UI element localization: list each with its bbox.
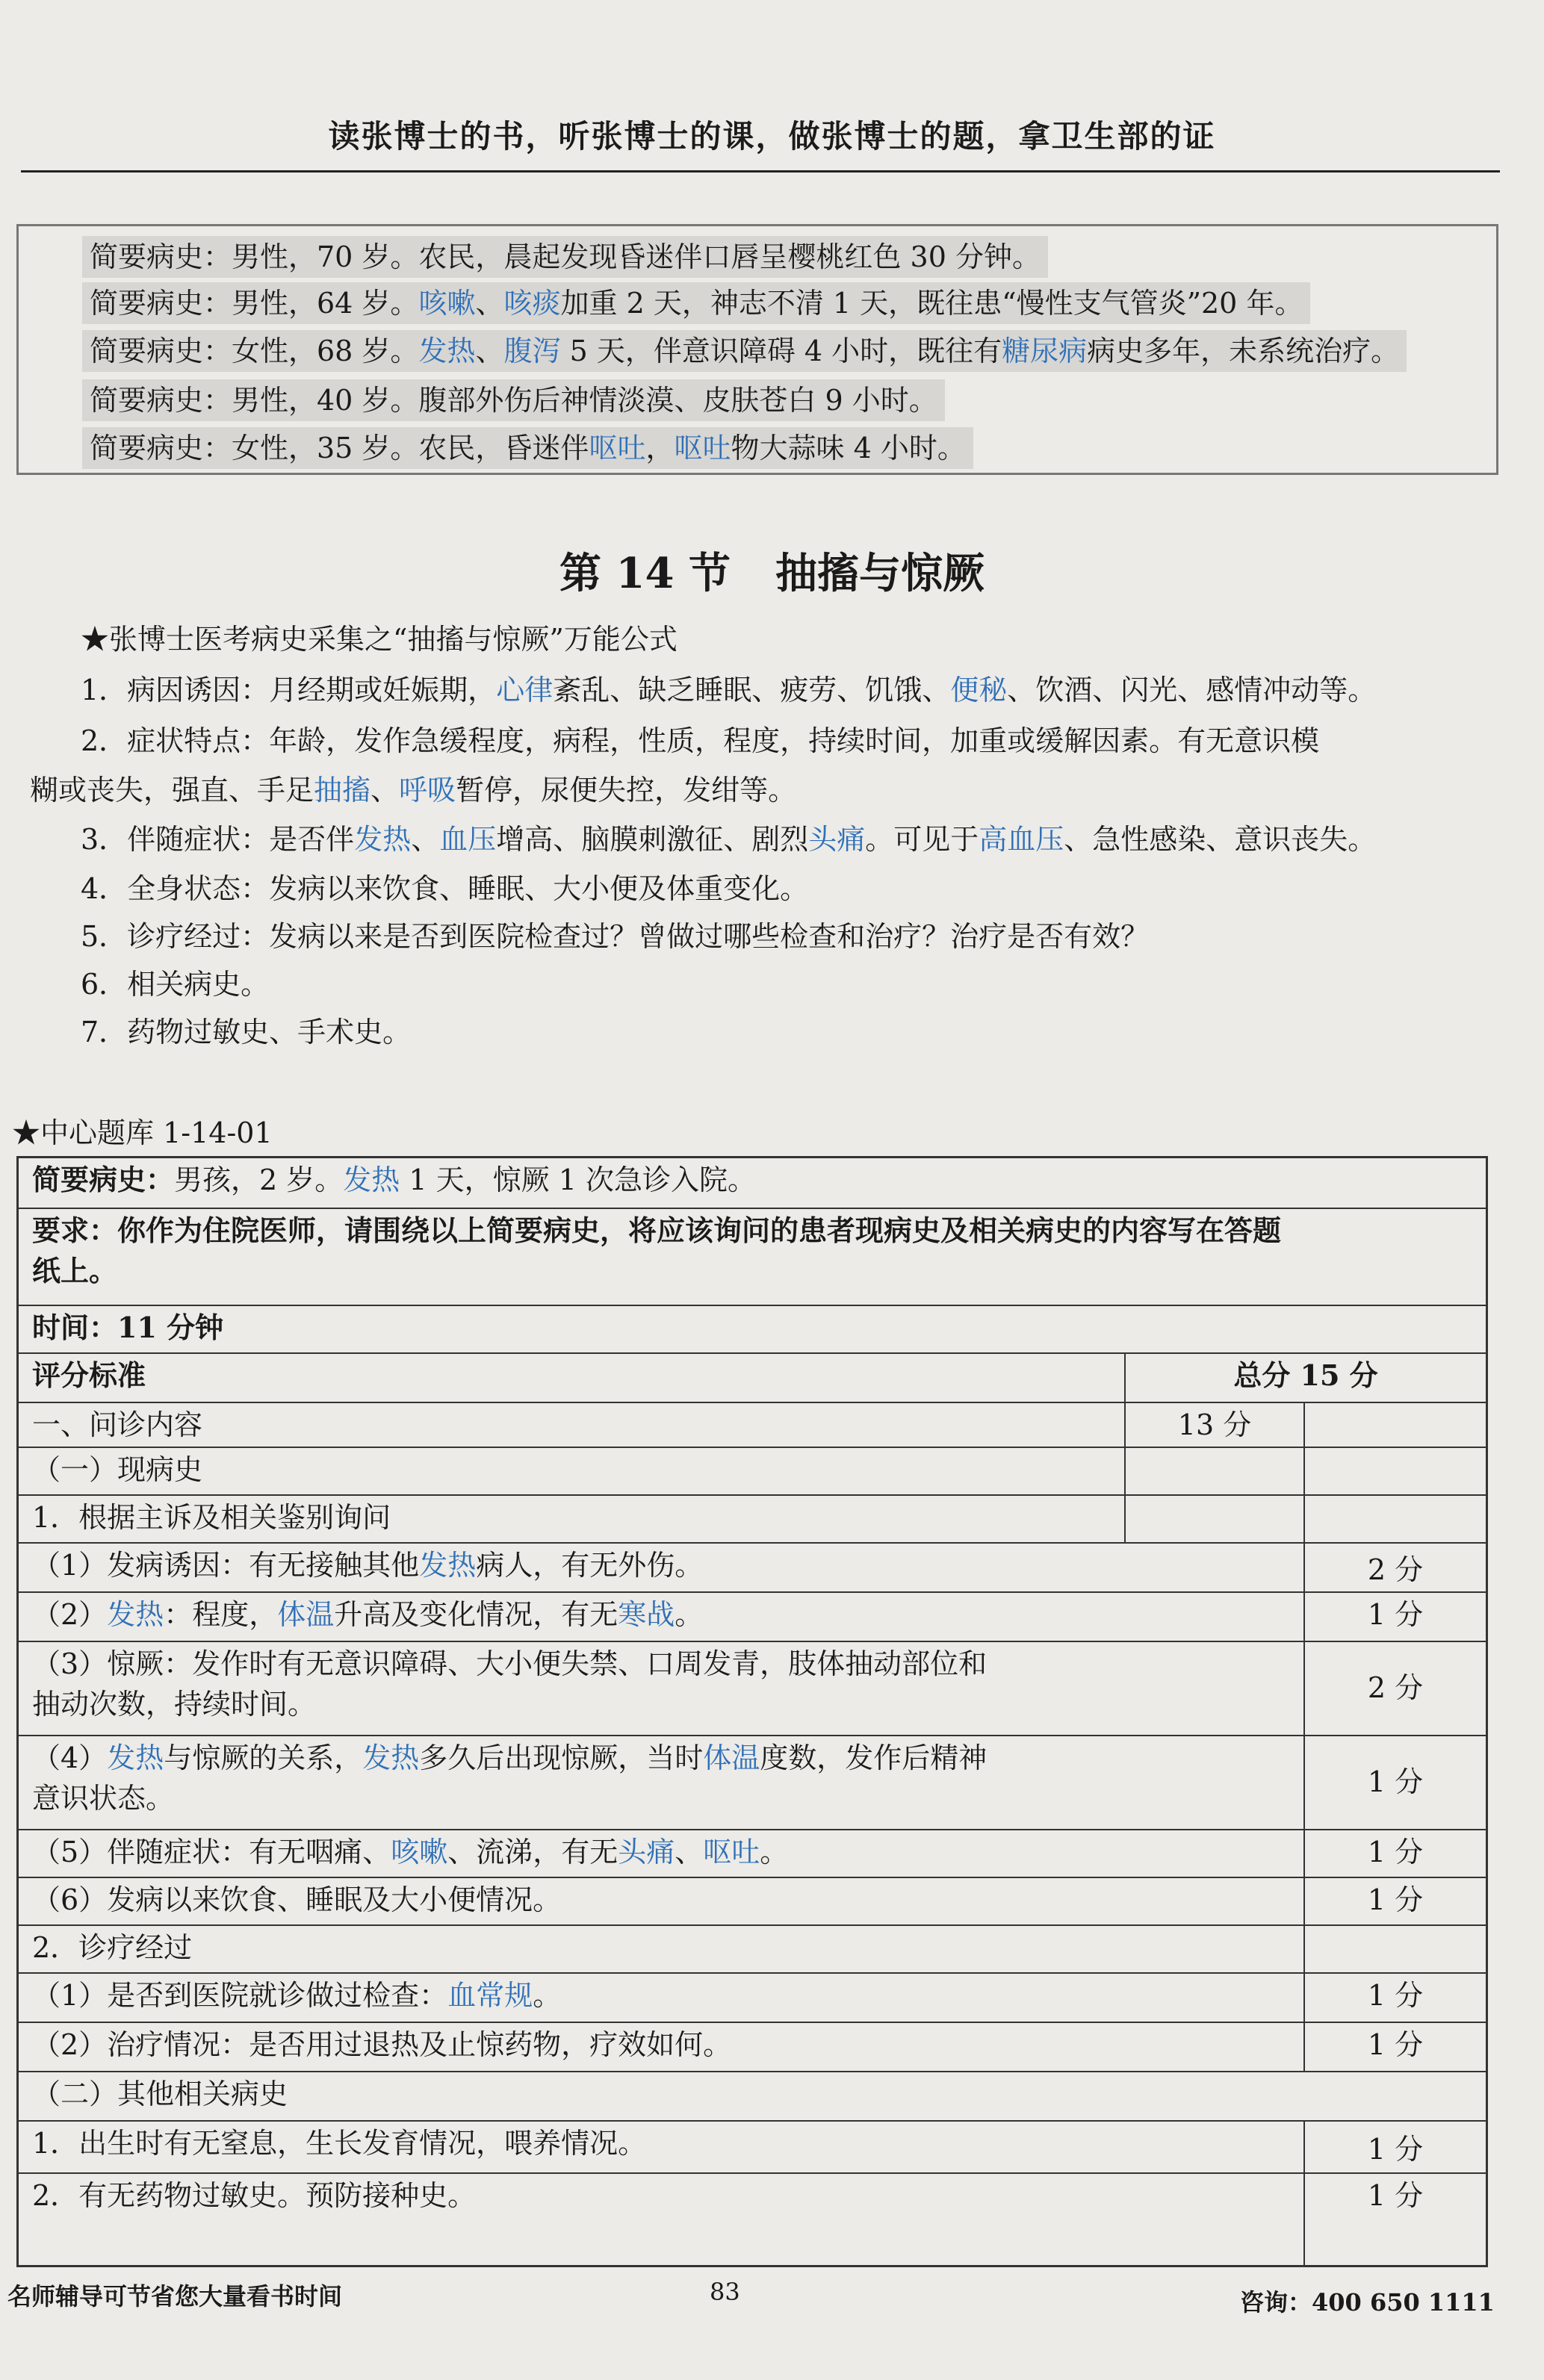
highlighted-term: 体温 — [703, 1741, 760, 1774]
scoring-table — [16, 1156, 1488, 2267]
highlighted-term: 寒战 — [618, 1598, 675, 1631]
highlighted-term: 抽搐 — [314, 774, 371, 807]
highlighted-term: 咳嗽 — [418, 287, 476, 320]
text-segment: 意识状态。 — [32, 1782, 175, 1815]
text-segment: 紊乱、缺乏睡眠、疲劳、饥饿、 — [553, 674, 951, 706]
text-segment: 3．伴随症状：是否伴 — [81, 823, 355, 856]
score-cell — [1303, 1926, 1486, 1972]
time-cell: 时间：11 分钟 — [32, 1311, 224, 1344]
page-number: 83 — [710, 2278, 740, 2306]
score-cell: 1 分 — [1303, 1593, 1486, 1641]
highlighted-term: 发热 — [419, 1549, 477, 1582]
highlighted-term: 体温 — [277, 1598, 335, 1631]
formula-line — [81, 818, 1376, 860]
highlighted-term: 咳痰 — [503, 287, 561, 320]
text-segment: 、流涕，有无 — [447, 1836, 618, 1868]
text-segment: （6）发病以来饮食、睡眠及大小便情况。 — [32, 1883, 562, 1916]
history-cell — [19, 1158, 1486, 1208]
text-segment: 与惊厥的关系， — [164, 1741, 363, 1774]
section-name: 抽搐与惊厥 — [775, 549, 985, 598]
item-label: 2．诊疗经过 — [32, 1931, 193, 1964]
table-row — [19, 1641, 1486, 1735]
formula-line — [81, 963, 269, 1005]
subsection-label: （一）现病史 — [32, 1453, 203, 1486]
text-segment: （1）是否到医院就诊做过检查： — [32, 1979, 448, 2012]
text-segment: （3）惊厥：发作时有无意识障碍、大小便失禁、口周发青，肢体抽动部位和 — [32, 1647, 988, 1680]
item-line — [32, 1684, 1303, 1724]
highlighted-term: 发热 — [107, 1598, 164, 1631]
text-segment: 物大蒜味 4 小时。 — [731, 432, 966, 464]
text-segment: 病史多年，未系统治疗。 — [1087, 335, 1400, 367]
formula-line — [30, 769, 796, 811]
text-segment: （2）治疗情况：是否用过退热及止惊药物，疗效如何。 — [32, 2028, 732, 2061]
item-line — [32, 1738, 1303, 1778]
formula-line — [81, 1011, 411, 1053]
case-line — [82, 427, 973, 469]
highlighted-term: 腹泻 — [503, 335, 561, 367]
text-segment: 。可见于 — [865, 823, 979, 856]
text-segment: 5 天，伴意识障碍 4 小时，既往有 — [560, 335, 1002, 367]
table-row — [19, 1402, 1486, 1447]
running-header: 读张博士的书，听张博士的课，做张博士的题，拿卫生部的证 — [328, 118, 1216, 155]
footer-contact: 咨询：400 650 1111 — [1240, 2288, 1495, 2317]
highlighted-term: 呕吐 — [703, 1836, 760, 1868]
highlighted-term: 血压 — [439, 823, 497, 856]
text-segment: 1．出生时有无窒息，生长发育情况，喂养情况。 — [32, 2127, 647, 2160]
score-cell: 2 分 — [1303, 1544, 1486, 1591]
item-text — [19, 1544, 1303, 1591]
text-segment: 糊或丧失，强直、手足 — [30, 774, 314, 807]
item-text — [19, 2174, 1303, 2265]
item-text — [19, 1736, 1303, 1829]
item-text — [19, 2023, 1303, 2071]
highlighted-term: 发热 — [107, 1741, 164, 1774]
score-cell: 1 分 — [1303, 1974, 1486, 2022]
item-text — [19, 1878, 1303, 1924]
text-segment: 、 — [371, 774, 400, 807]
text-segment: 5．诊疗经过：发病以来是否到医院检查过？曾做过哪些检查和治疗？治疗是否有效？ — [81, 920, 1150, 953]
table-row — [19, 1829, 1486, 1877]
case-line — [82, 236, 1048, 278]
text-segment: 1 天，惊厥 1 次急诊入院。 — [400, 1163, 756, 1196]
item-text — [19, 2122, 1303, 2172]
text-segment: 简要病史： — [32, 1163, 175, 1196]
text-segment: 7．药物过敏史、手术史。 — [81, 1016, 412, 1048]
score-cell: 1 分 — [1303, 2122, 1486, 2172]
highlighted-term: 头痛 — [808, 823, 866, 856]
item-text — [19, 1830, 1303, 1877]
text-segment: 暂停，尿便失控，发绀等。 — [456, 774, 797, 807]
score-cell — [1303, 1403, 1486, 1447]
case-line — [82, 282, 1310, 324]
text-segment: 4．全身状态：发病以来饮食、睡眠、大小便及体重变化。 — [81, 872, 809, 905]
part-score: 13 分 — [1124, 1403, 1303, 1447]
formula-title: ★张博士医考病史采集之“抽搐与惊厥”万能公式 — [81, 623, 678, 656]
text-segment: 简要病史：男性，70 岁。农民，晨起发现昏迷伴口唇呈樱桃红色 30 分钟。 — [90, 240, 1041, 273]
formula-line — [81, 669, 1376, 711]
formula-line — [81, 916, 1149, 957]
table-row — [19, 1447, 1486, 1494]
item-line — [32, 1778, 1303, 1818]
text-segment: 男孩，2 岁。 — [174, 1163, 344, 1196]
text-segment: 。 — [760, 1836, 789, 1868]
text-segment: 2．症状特点：年龄，发作急缓程度，病程，性质，程度，持续时间，加重或缓解因素。有无意识模 — [81, 724, 1320, 757]
text-segment: 加重 2 天，神志不清 1 天，既往患“慢性支气管炎”20 年。 — [560, 287, 1303, 320]
item-line — [32, 1644, 1303, 1684]
text-segment: （2） — [32, 1598, 108, 1631]
text-segment: ， — [645, 432, 675, 464]
highlighted-term: 发热 — [354, 823, 412, 856]
highlighted-term: 咳嗽 — [391, 1836, 448, 1868]
highlighted-term: 呕吐 — [674, 432, 731, 464]
table-row — [19, 1352, 1486, 1402]
text-segment: 增高、脑膜刺激征、剧烈 — [496, 823, 809, 856]
score-cell: 1 分 — [1303, 2023, 1486, 2071]
text-segment: 。 — [675, 1598, 704, 1631]
total-score: 总分 15 分 — [1124, 1354, 1486, 1402]
text-segment: 2．有无药物过敏史。预防接种史。 — [32, 2179, 477, 2212]
text-segment: 简要病史：女性，35 岁。农民，昏迷伴 — [90, 432, 589, 464]
table-row — [19, 1494, 1486, 1542]
text-segment: 度数，发作后精神 — [760, 1741, 988, 1774]
requirement-line: 要求：你作为住院医师，请围绕以上简要病史，将应该询问的患者现病史及相关病史的内容写在答题 — [32, 1214, 1282, 1247]
section-number: 第 14 节 — [559, 549, 731, 598]
table-row — [19, 1972, 1486, 2022]
question-bank-label: ★中心题库 1-14-01 — [12, 1116, 273, 1149]
text-segment: 多久后出现惊厥，当时 — [419, 1741, 704, 1774]
text-segment: 。 — [533, 1979, 562, 2012]
part-label: 一、问诊内容 — [32, 1408, 203, 1441]
case-line — [82, 330, 1407, 372]
score-cell — [1303, 1448, 1486, 1494]
header-rule — [21, 170, 1500, 173]
score-cell: 2 分 — [1303, 1642, 1486, 1735]
table-row — [19, 2120, 1486, 2172]
blank-cell — [1124, 1448, 1303, 1494]
text-segment: 、 — [675, 1836, 704, 1868]
table-row — [19, 1305, 1486, 1352]
score-cell — [1303, 1496, 1486, 1542]
table-row — [19, 2172, 1486, 2265]
table-row — [19, 1877, 1486, 1924]
text-segment: ：程度， — [164, 1598, 278, 1631]
highlighted-term: 便秘 — [950, 674, 1008, 706]
text-segment: （5）伴随症状：有无咽痛、 — [32, 1836, 391, 1868]
table-row — [19, 1924, 1486, 1972]
highlighted-term: 血常规 — [447, 1979, 533, 2012]
requirement-line: 纸上。 — [32, 1254, 118, 1287]
highlighted-term: 发热 — [362, 1741, 420, 1774]
text-segment: 升高及变化情况，有无 — [334, 1598, 618, 1631]
table-row — [19, 1208, 1486, 1305]
score-cell: 1 分 — [1303, 1736, 1486, 1829]
requirement-cell — [19, 1209, 1486, 1305]
item-text — [19, 1974, 1303, 2022]
blank-cell — [1124, 1496, 1303, 1542]
text-segment: （1）发病诱因：有无接触其他 — [32, 1549, 420, 1582]
highlighted-term: 发热 — [343, 1163, 400, 1196]
text-segment: 6．相关病史。 — [81, 968, 270, 1001]
footer-slogan: 名师辅导可节省您大量看书时间 — [7, 2282, 343, 2311]
item-text — [19, 1593, 1303, 1641]
formula-line — [81, 868, 808, 910]
text-segment: 病人，有无外伤。 — [476, 1549, 704, 1582]
item-text — [19, 1642, 1303, 1735]
score-cell: 1 分 — [1303, 1830, 1486, 1877]
highlighted-term: 呼吸 — [399, 774, 456, 807]
formula-line — [81, 720, 1319, 762]
table-row — [19, 1591, 1486, 1641]
standard-label: 评分标准 — [32, 1358, 146, 1392]
table-row — [19, 1158, 1486, 1208]
text-segment: 、急性感染、意识丧失。 — [1064, 823, 1377, 856]
highlighted-term: 头痛 — [618, 1836, 675, 1868]
section-title — [0, 541, 1544, 600]
text-segment: 简要病史：男性，40 岁。腹部外伤后神情淡漠、皮肤苍白 9 小时。 — [90, 384, 937, 417]
text-segment: 1．病因诱因：月经期或妊娠期， — [81, 674, 497, 706]
table-row — [19, 1735, 1486, 1829]
table-row — [19, 2071, 1486, 2120]
item-label: 1．根据主诉及相关鉴别询问 — [32, 1501, 391, 1534]
text-segment: 、 — [475, 287, 504, 320]
highlighted-term: 发热 — [418, 335, 476, 367]
text-segment: 抽动次数，持续时间。 — [32, 1688, 317, 1721]
highlighted-term: 糖尿病 — [1002, 335, 1088, 367]
case-line — [82, 379, 945, 421]
text-segment: 、饮酒、闪光、感情冲动等。 — [1007, 674, 1377, 706]
table-row — [19, 2022, 1486, 2071]
text-segment: 简要病史：女性，68 岁。 — [90, 335, 419, 367]
table-row — [19, 1542, 1486, 1591]
highlighted-term: 高血压 — [979, 823, 1064, 856]
text-segment: 简要病史：男性，64 岁。 — [90, 287, 419, 320]
highlighted-term: 心律 — [496, 674, 554, 706]
text-segment: 、 — [411, 823, 440, 856]
score-cell: 1 分 — [1303, 2174, 1486, 2265]
score-cell: 1 分 — [1303, 1878, 1486, 1924]
text-segment: （4） — [32, 1741, 108, 1774]
subsection-label: （二）其他相关病史 — [32, 2078, 288, 2110]
highlighted-term: 呕吐 — [589, 432, 646, 464]
text-segment: 、 — [475, 335, 504, 367]
